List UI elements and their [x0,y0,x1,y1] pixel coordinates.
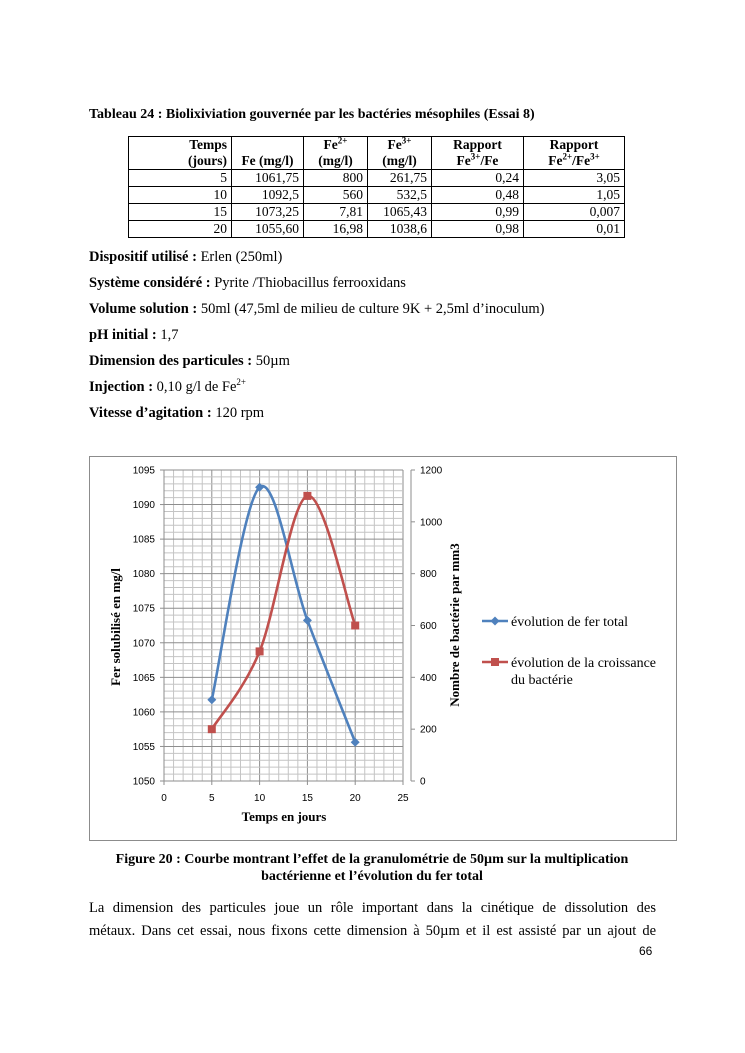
table-cell: 1,05 [524,187,625,204]
table-cell: 261,75 [368,170,432,187]
x-tick-label: 15 [301,793,313,804]
data-point-square [351,622,359,630]
table-cell: 1065,43 [368,204,432,221]
header-fe: Fe (mg/l) [232,137,304,170]
header-ratio-fe3-fe: Rapport $Fe^{3+}/Fe$ [432,137,524,170]
data-point-diamond [207,695,216,704]
table-cell: 0,24 [432,170,524,187]
table-cell: 15 [129,204,232,221]
y-tick-label: 1060 [132,707,155,719]
table-cell: 1038,6 [368,221,432,238]
param-dimension: Dimension des particules : 50µm [89,353,290,369]
header-ratio-fe2-fe3: Rapport $Fe^{2+}/Fe^{3+}$ [524,137,625,170]
table-caption: Tableau 24 : Biolixiviation gouvernée par les bactéries mésophiles (Essai 8) [89,107,535,122]
table-cell: 16,98 [304,221,368,238]
legend-marker-bacterie [491,658,499,666]
table-cell: 0,48 [432,187,524,204]
y2-tick-label: 1200 [420,465,443,477]
table-cell: 20 [129,221,232,238]
table-cell: 0,01 [524,221,625,238]
chart-grid [164,470,403,781]
table-cell: 560 [304,187,368,204]
table-cell: 0,007 [524,204,625,221]
x-tick-label: 25 [397,793,409,804]
y2-tick-label: 1000 [420,517,443,529]
legend-label-fer: évolution de fer total [511,615,629,630]
table-cell: 1073,25 [232,204,304,221]
y-tick-label: 1095 [132,465,155,477]
header-fe3: $Fe^{3+}$ (mg/l) [368,137,432,170]
x-tick-label: 0 [161,793,167,804]
chart-legend [482,615,656,688]
results-table [128,136,625,238]
table-cell: 1061,75 [232,170,304,187]
table-cell: 5 [129,170,232,187]
table-cell: 0,98 [432,221,524,238]
param-volume: Volume solution : 50ml (47,5ml de milieu de culture 9K + 2,5ml d’inoculum) [89,301,545,317]
param-vitesse: Vitesse d’agitation : 120 rpm [89,405,265,421]
page-number: 66 [639,944,653,958]
data-point-diamond [303,616,312,625]
table-row [129,204,625,221]
figure-caption: Figure 20 : Courbe montrant l’effet de la granulométrie de 50µm sur la multiplication bactérienne et l’évolution du fer total [115,852,629,884]
header-temps: Temps (jours) [129,137,232,170]
y2-tick-label: 400 [420,672,437,684]
table-cell: 800 [304,170,368,187]
y2-tick-label: 200 [420,724,437,736]
chart-frame [89,456,677,841]
legend-marker-fer [491,617,500,626]
y-tick-label: 1070 [132,638,155,650]
x-tick-label: 20 [349,793,361,804]
data-point-square [208,725,216,733]
table-cell: 1055,60 [232,221,304,238]
table-cell: 7,81 [304,204,368,221]
data-point-square [256,647,264,655]
y-tick-label: 1085 [132,534,155,546]
y-tick-label: 1050 [132,776,155,788]
table-row [129,187,625,204]
table-row [129,221,625,238]
param-ph: pH initial : 1,7 [89,327,179,343]
y-tick-label: 1080 [132,569,155,581]
series-line-1 [212,486,355,742]
param-dispositif: Dispositif utilisé : Erlen (250ml) [89,249,283,265]
y-tick-label: 1075 [132,603,155,615]
param-systeme: Système considéré : Pyrite /Thiobacillus ferrooxidans [89,275,406,291]
y2-tick-label: 800 [420,569,437,581]
y-axis-title: Fer solubilisé en mg/l [108,568,123,686]
data-point-square [303,492,311,500]
x-tick-label: 10 [254,793,266,804]
legend-label-bacterie-2: du bactérie [511,673,573,688]
chart [90,457,676,840]
param-injection: Injection : 0,10 g/l de $Fe^{2+}$ [89,377,246,395]
y-tick-label: 1090 [132,500,155,512]
y-tick-label: 1065 [132,672,155,684]
y2-axis-title: Nombre de bactérie par mm3 [447,543,462,707]
y2-tick-label: 0 [420,776,426,788]
y2-tick-label: 600 [420,621,437,632]
table-header-row [129,137,625,170]
table-cell: 0,99 [432,204,524,221]
table-cell: 10 [129,187,232,204]
table-row [129,170,625,187]
table-cell: 3,05 [524,170,625,187]
x-tick-label: 5 [209,793,215,804]
table-cell: 1092,5 [232,187,304,204]
legend-label-bacterie-1: évolution de la croissance [511,656,657,671]
y-tick-label: 1055 [132,741,155,753]
x-axis-title: Temps en jours [241,809,327,824]
body-paragraph: La dimension des particules joue un rôle important dans la cinétique de dissolution des métaux. Dans cet essai, nous fixons cette dimension à 50µm et il est assisté par un ajout de [89,900,656,939]
table-cell: 532,5 [368,187,432,204]
header-fe2: $Fe^{2+}$ (mg/l) [304,137,368,170]
